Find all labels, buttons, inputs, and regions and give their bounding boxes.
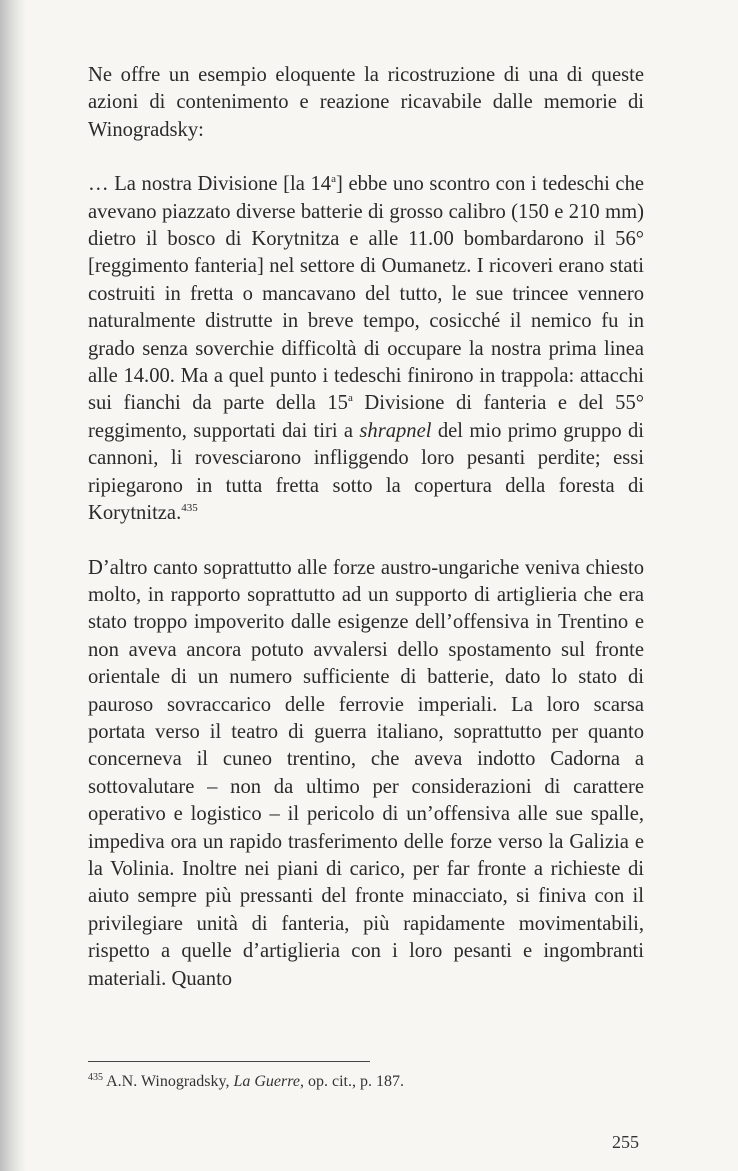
footnote-rest: , op. cit., p. 187. xyxy=(299,1073,404,1090)
quote-italic-term: shrapnel xyxy=(359,419,432,442)
quote-text-3: Divisione di fanteria e del 55° reggimento, supportati dai tiri a xyxy=(88,392,644,442)
quote-superscript-1: a xyxy=(331,173,336,186)
page-gutter-shadow xyxy=(0,0,26,1171)
paragraph-intro: Ne offre un esempio eloquente la ricostruzione di una di queste azioni di contenimento e reazione ricavabile dalle memorie di Winogradsky: xyxy=(88,64,644,141)
body-text xyxy=(88,62,644,993)
quote-text-1: … La nostra Divisione [la 14 xyxy=(88,173,332,196)
footnote-author: A.N. Winogradsky, xyxy=(106,1073,234,1090)
footnote-reference: 435 xyxy=(181,502,198,515)
quote-text-4: del mio primo gruppo di cannoni, li rovesciarono infliggendo loro pesanti perdite; essi ripiegarono in tutta fretta sotto la copertura della foresta di Korytnitza. xyxy=(88,419,644,525)
footnote-number: 435 xyxy=(88,1072,103,1083)
paragraph-main: D’altro canto soprattutto alle forze austro-ungariche veniva chiesto molto, in rapporto soprattutto ad un supporto di artiglieria che era stato troppo impoverito dalle esigenze dell’offensiva in Trentino e non aveva ancora potuto avvalersi dello spostamento sul fronte orientale di un numero sufficiente di batterie, dato lo stato di pauroso sovraccarico delle ferrovie imperiali. La loro scarsa portata verso il teatro di guerra italiano, soprattutto per quanto concerneva il cuneo trentino, che aveva indotto Cadorna a sottovalutare – non da ultimo per considerazioni di carattere operativo e logistico – il pericolo di un’offensiva alle sue spalle, impediva ora un rapido trasferimento delle forze verso la Galizia e la Volinia. Inoltre nei piani di carico, per far fronte a richieste di aiuto sempre più pressanti del fronte minacciato, si finiva con il privilegiare unità di fanteria, più rapidamente movimentabili, rispetto a quelle d’artiglieria con i loro pesanti e ingombranti materiali. Quanto xyxy=(88,556,644,990)
page-number: 255 xyxy=(612,1132,639,1152)
block-quote xyxy=(88,171,644,527)
footnote-title: La Guerre xyxy=(233,1073,300,1090)
footnote xyxy=(88,1072,404,1092)
quote-superscript-2: a xyxy=(347,392,353,405)
footnote-divider xyxy=(88,1061,370,1062)
quote-text-2: ] ebbe uno scontro con i tedeschi che avevano piazzato diverse batterie di grosso calibro (150 e 210 mm) dietro il bosco di Korytnitza e alle 11.00 bombardarono il 56° [reggimento fanteria] nel settore di Oumanetz. I ricoveri erano stati costruiti in fretta o mancavano del tutto, le sue trincee vennero naturalmente distrutte in breve tempo, cosicché il nemico fu in grado senza soverchie difficoltà di occupare la nostra prima linea alle 14.00. Ma a quel punto i tedeschi finirono in trappola: attacchi sui fianchi da parte della 15 xyxy=(88,173,645,415)
